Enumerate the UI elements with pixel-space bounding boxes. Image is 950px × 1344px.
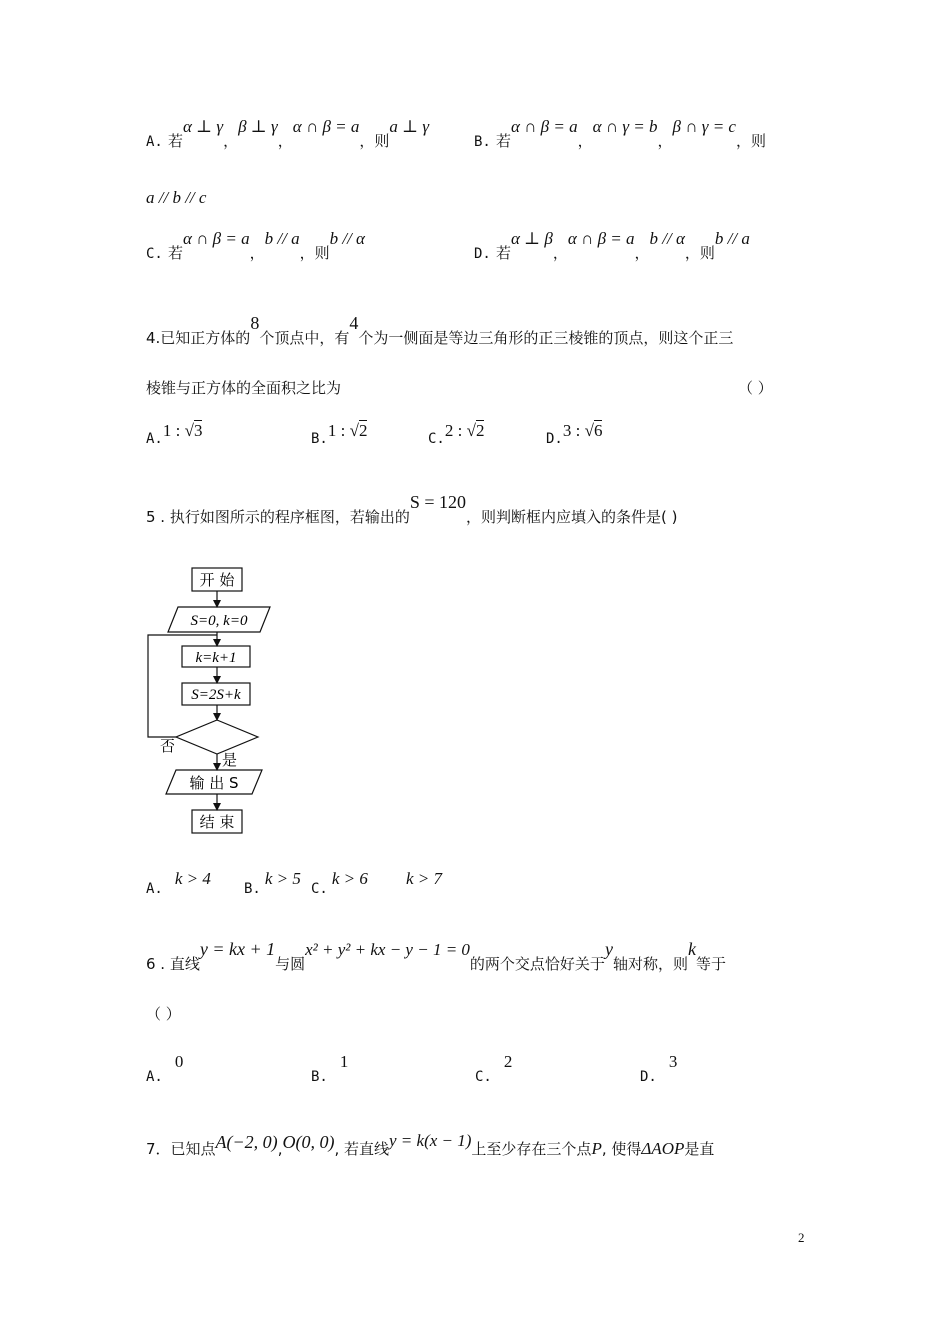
question-text: 7．已知点 (146, 1140, 216, 1158)
option-text: 若 (167, 244, 183, 262)
option-label: B. (244, 881, 261, 897)
q5-option-b (244, 869, 301, 898)
q4-option-d (546, 421, 603, 448)
question-text: 轴对称，则 (612, 955, 688, 973)
question-text: 个顶点中，有 (259, 329, 350, 347)
question-text: 等于 (695, 955, 726, 973)
math: ΔAOP (641, 1139, 685, 1158)
option-text: ，则 (299, 244, 330, 262)
q6-option-c (475, 1052, 513, 1086)
question-text: 与圆 (275, 955, 306, 973)
option-text: 若 (495, 132, 511, 150)
flowchart (140, 560, 280, 840)
math: α ∩ β = a (567, 229, 635, 248)
option-label: D. (546, 431, 563, 447)
option-label: C. (475, 1069, 492, 1085)
question-text: 5 . 执行如图所示的程序框图，若输出的 (146, 508, 410, 526)
math: α ⊥ β (510, 229, 553, 248)
math: 3 (668, 1052, 678, 1071)
q5-option-a (146, 869, 211, 898)
option-label: A. (146, 431, 163, 447)
option-label: A. (146, 1069, 163, 1085)
math: b // a (714, 229, 750, 248)
q3-option-a (146, 117, 430, 151)
math: 1 (339, 1052, 349, 1071)
math: k > 5 (264, 869, 301, 888)
punct: , (277, 1140, 283, 1158)
math: 0 (174, 1052, 184, 1071)
math: y = kx + 1 (199, 939, 276, 959)
option-label: A. (146, 881, 163, 897)
math: 2 (475, 421, 485, 440)
flow-decision-diamond (176, 720, 258, 754)
math: 1 : (162, 421, 185, 440)
math: x² + y² + kx − y − 1 = 0 (305, 940, 470, 959)
option-label: C. (146, 246, 163, 262)
flow-output-label: 输 出 S (189, 774, 239, 792)
sqrt-sign: √ (584, 421, 594, 440)
punct: ， (577, 132, 593, 150)
option-text: 若 (495, 244, 511, 262)
punct: ， (249, 244, 265, 262)
option-label: D. (474, 246, 491, 262)
math: a ⊥ γ (389, 117, 430, 136)
q7-stem (146, 1131, 715, 1159)
math: y (604, 939, 613, 959)
page-number: 2 (798, 1230, 805, 1245)
math: β ∩ γ = c (672, 117, 736, 136)
q3-option-c (146, 229, 365, 263)
math: O(0, 0) (282, 1132, 335, 1152)
math: 1 : (327, 421, 350, 440)
question-text: ，则判断框内应填入的条件是( ) (466, 508, 678, 526)
option-label: D. (640, 1069, 657, 1085)
math: 3 : (562, 421, 585, 440)
math: y = k(x − 1) (389, 1131, 472, 1150)
flow-yes-label: 是 (222, 751, 238, 769)
q5-option-c (311, 869, 368, 898)
q4-stem-line2: 棱锥与正方体的全面积之比为 (146, 379, 342, 397)
math: 3 (193, 421, 203, 440)
math: 8 (250, 313, 260, 333)
answer-paren: （ ） (738, 379, 773, 397)
q4-option-a (146, 421, 203, 448)
option-text: 若 (167, 132, 183, 150)
flow-step2-label: S=2S+k (191, 687, 241, 703)
math: k > 6 (331, 869, 368, 888)
q3-option-d (474, 229, 750, 263)
option-text: ，则 (359, 132, 390, 150)
q4-stem-line1 (146, 313, 734, 348)
option-label: C. (428, 431, 445, 447)
question-text: 6 . 直线 (146, 955, 200, 973)
math: 2 (503, 1052, 513, 1071)
punct: ， (634, 244, 650, 262)
q3-option-b (474, 117, 766, 151)
question-text: 上至少存在三个点 (471, 1140, 592, 1158)
math: A(−2, 0) (215, 1132, 278, 1152)
math: 2 (358, 421, 368, 440)
punct: ， (657, 132, 673, 150)
option-label: A. (146, 134, 163, 150)
option-label: B. (311, 1069, 328, 1085)
q3-option-b-conclusion: a // b // c (146, 188, 207, 207)
math: α ∩ β = a (182, 229, 250, 248)
question-text: 的两个交点恰好关于 (469, 955, 605, 973)
math: k (687, 939, 696, 959)
punct: ， (277, 132, 293, 150)
math: b // a (264, 229, 300, 248)
q6-option-b (311, 1052, 349, 1086)
question-text: 是直 (684, 1140, 715, 1158)
math: β ⊥ γ (238, 117, 278, 136)
flow-start-label: 开 始 (199, 571, 235, 589)
flow-no-label: 否 (160, 737, 176, 755)
option-label: B. (311, 431, 328, 447)
option-label: C. (311, 881, 328, 897)
math: α ∩ β = a (510, 117, 578, 136)
q5-stem (146, 492, 678, 527)
option-text: ，则 (735, 132, 766, 150)
math: α ⊥ γ (182, 117, 224, 136)
flow-end-label: 结 束 (199, 813, 235, 831)
q4-option-b (311, 421, 368, 448)
q6-stem-line1 (146, 939, 726, 974)
question-text: , 使得 (601, 1140, 642, 1158)
math: b // α (649, 229, 685, 248)
sqrt-sign: √ (349, 421, 359, 440)
punct: ， (223, 132, 239, 150)
math: α ∩ β = a (292, 117, 360, 136)
question-text: 4.已知正方体的 (146, 329, 251, 347)
math: b // α (329, 229, 365, 248)
math: P (591, 1139, 602, 1158)
math: k > 4 (174, 869, 211, 888)
math: S = 120 (409, 492, 467, 512)
flow-step1-label: k=k+1 (195, 650, 237, 666)
question-text: , 若直线 (334, 1140, 390, 1158)
math: 4 (349, 313, 359, 333)
sqrt-sign: √ (466, 421, 476, 440)
answer-paren: （ ） (146, 1005, 181, 1023)
q6-option-a (146, 1052, 184, 1086)
sqrt-sign: √ (184, 421, 194, 440)
punct: ， (552, 244, 568, 262)
q5-option-d (384, 869, 443, 898)
math: k > 7 (406, 869, 443, 888)
q6-option-d (640, 1052, 678, 1086)
math: 2 : (444, 421, 467, 440)
option-label: B. (474, 134, 491, 150)
question-text: 个为一侧面是等边三角形的正三棱锥的顶点，则这个正三 (358, 329, 734, 347)
option-text: ，则 (684, 244, 715, 262)
q4-option-c (428, 421, 485, 448)
flow-init-label: S=0, k=0 (190, 613, 248, 629)
math: 6 (593, 421, 603, 440)
math: α ∩ γ = b (592, 117, 658, 136)
